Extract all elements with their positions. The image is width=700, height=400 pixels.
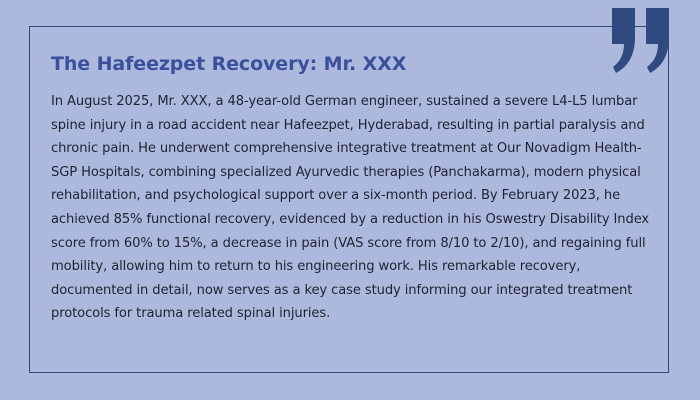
testimonial-body: In August 2025, Mr. XXX, a 48-year-old German engineer, sustained a severe L4-L5 lumbar spine injury in a road accident near Hafeezpet, Hyderabad, resulting in partial paralysis and chronic pain. He underwent comprehensive integrative treatment at Our Novadigm Health-SGP Hospitals, combining specialized Ayurvedic therapies (Panchakarma), modern physical rehabilitation, and psychological support over a six-month period. By February 2023, he achieved 85% functional recovery, evidenced by a reduction in his Oswestry Disability Index score from 60% to 15%, a decrease in pain (VAS score from 8/10 to 2/10), and regaining full mobility, allowing him to return to his engineering work. His remarkable recovery, documented in detail, now serves as a key case study informing our integrated treatment protocols for trauma related spinal injuries.	[51, 94, 650, 322]
closing-quotation-mark-icon	[608, 6, 674, 74]
testimonial-title: The Hafeezpet Recovery: Mr. XXX	[51, 53, 407, 75]
